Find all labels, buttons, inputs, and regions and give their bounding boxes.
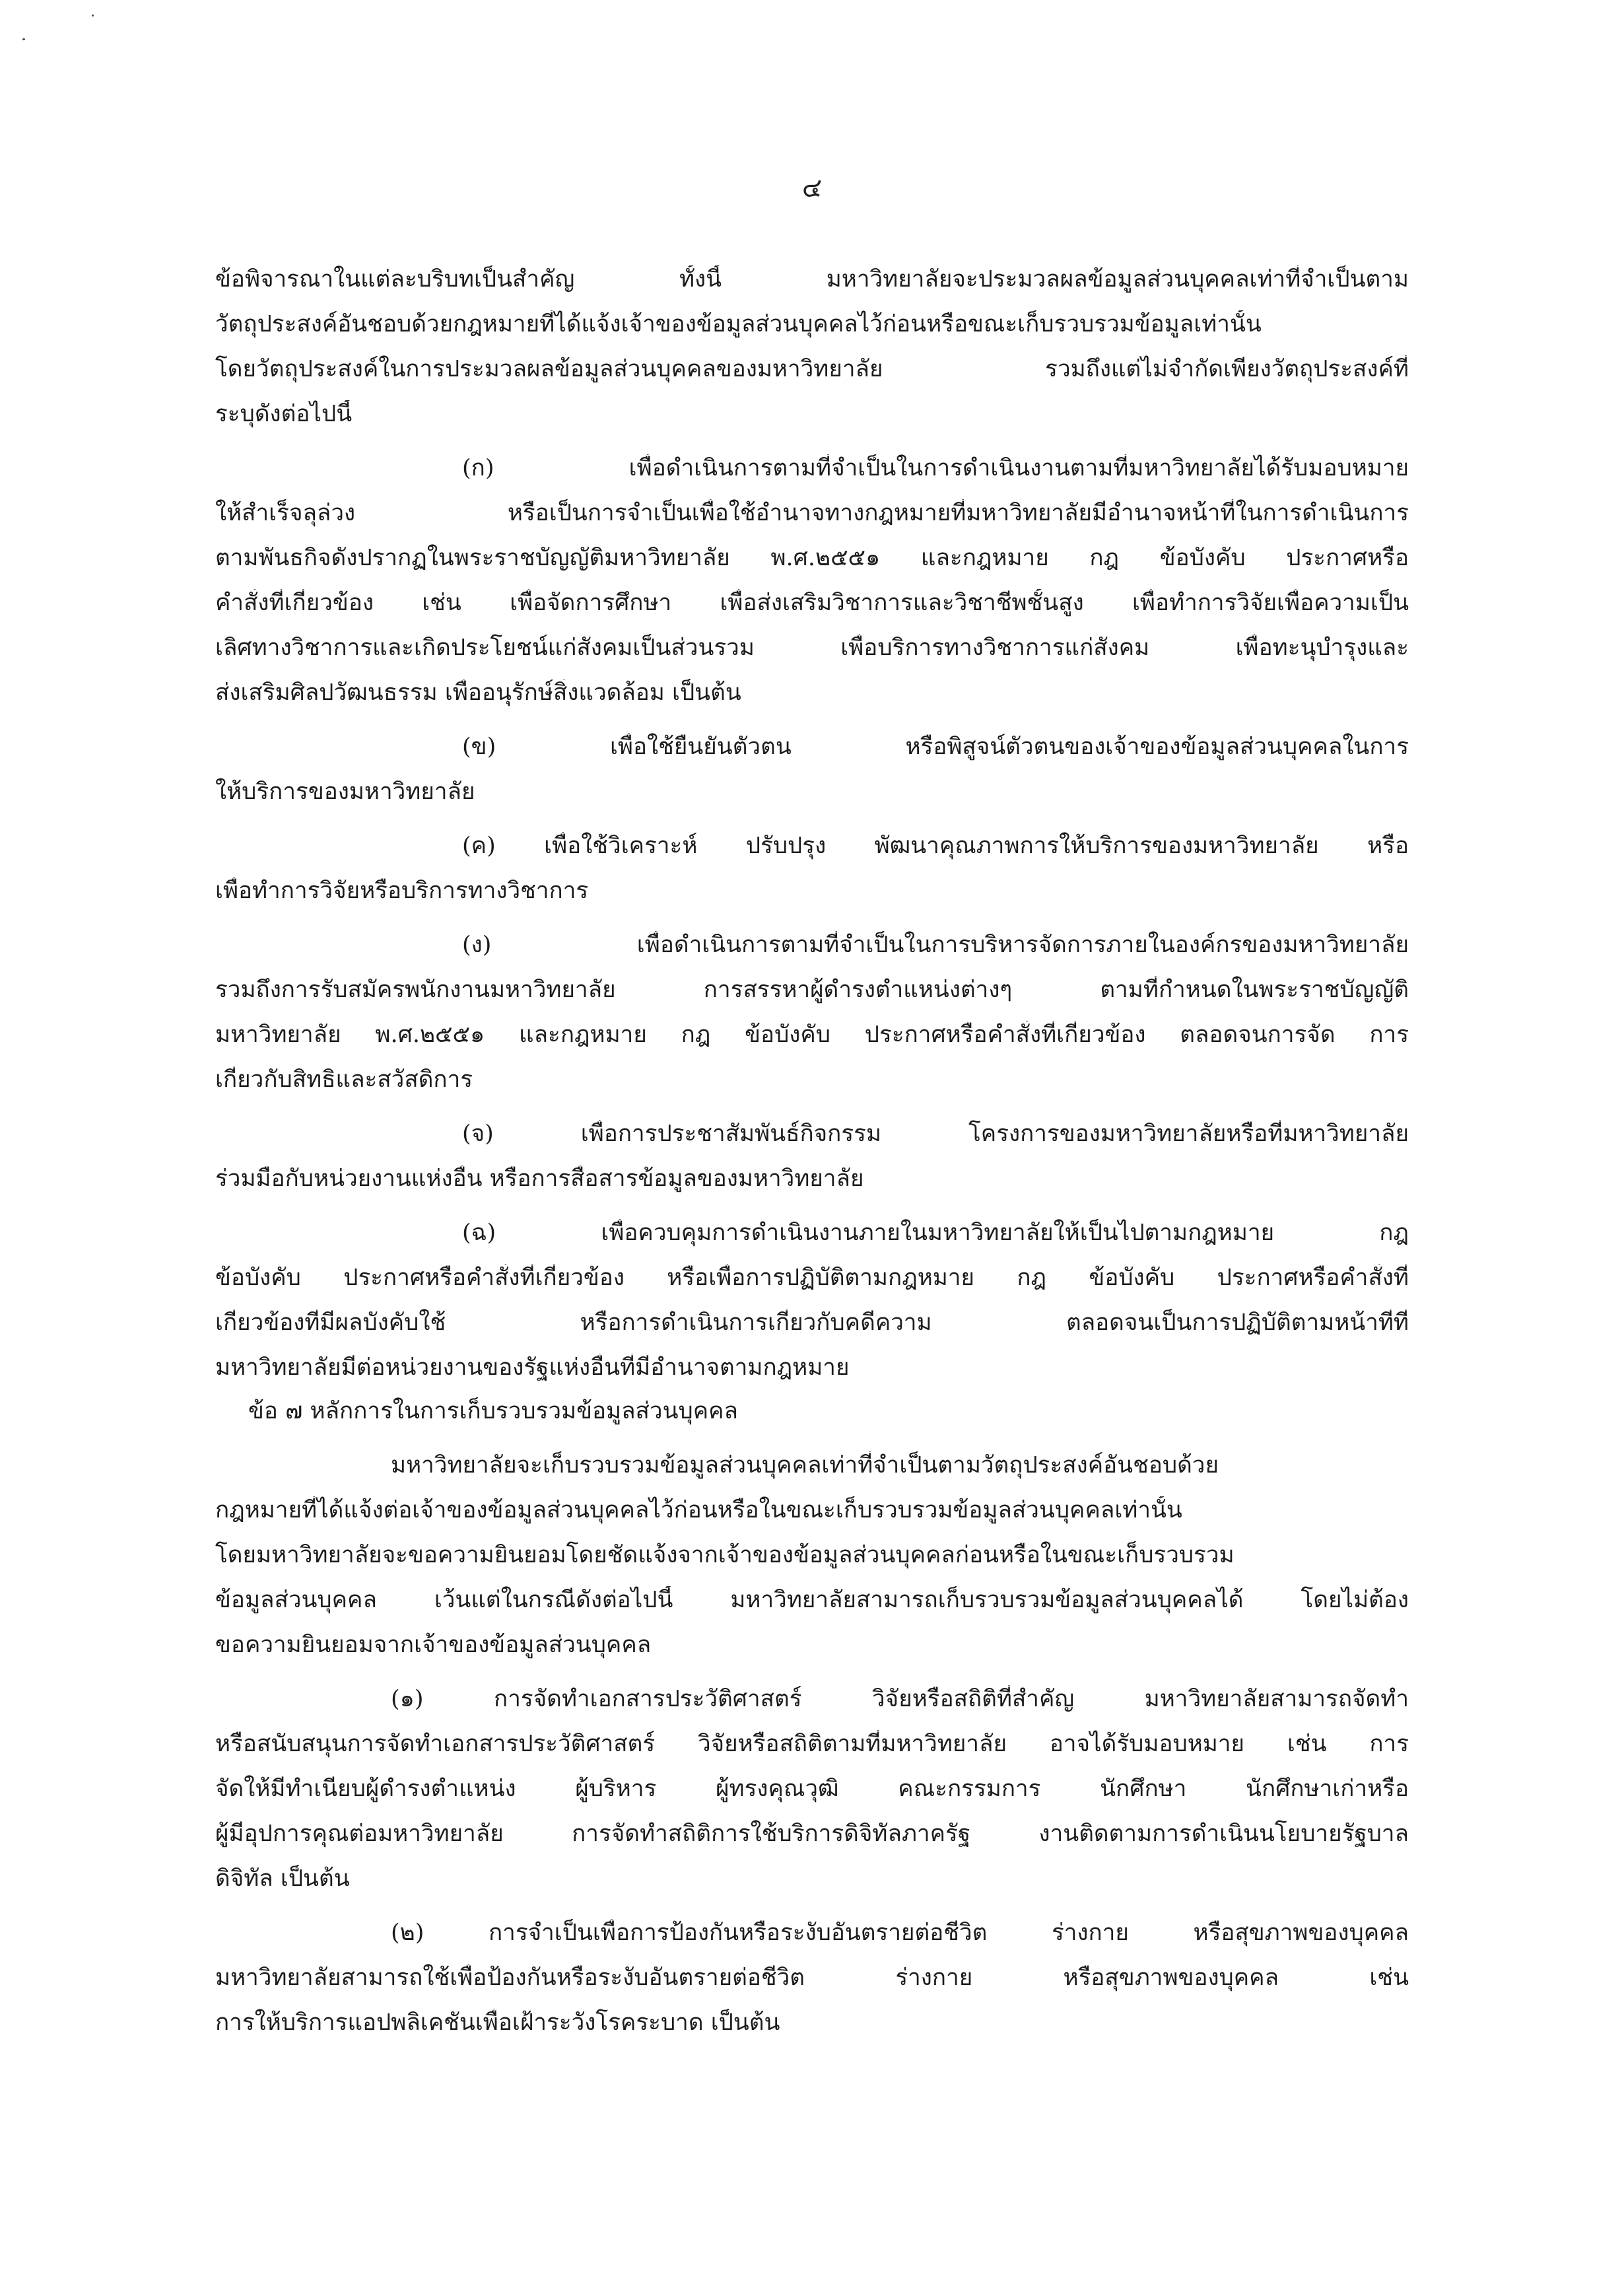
list-item-ko: (ก) เพื่อดำเนินการตามที่จำเป็นในการดำเนินงานตามที่มหาวิทยาลัยได้รับมอบหมาย bbox=[462, 455, 1409, 481]
text-line: ให้สำเร็จลุล่วง หรือเป็นการจำเป็นเพื่อใช้อำนาจทางกฎหมายที่มหาวิทยาลัยมีอำนาจหน้าที่ในการดำเนินการ bbox=[215, 500, 1409, 526]
text-line: เกี่ยวข้องที่มีผลบังคับใช้ หรือการดำเนินการเกี่ยวกับคดีความ ตลอดจนเป็นการปฏิบัติตามหน้าที่ที่ bbox=[215, 1309, 1409, 1336]
text-line: ให้บริการของมหาวิทยาลัย bbox=[215, 779, 475, 805]
text-line: ดิจิทัล เป็นต้น bbox=[215, 1865, 350, 1892]
text-line: การให้บริการแอปพลิเคชันเพื่อเฝ้าระวังโรคระบาด เป็นต้น bbox=[215, 2009, 780, 2036]
list-item-1: (๑) การจัดทำเอกสารประวัติศาสตร์ วิจัยหรือสถิติที่สำคัญ มหาวิทยาลัยสามารถจัดทำ bbox=[391, 1686, 1409, 1712]
list-item-2: (๒) การจำเป็นเพื่อการป้องกันหรือระงับอันตรายต่อชีวิต ร่างกาย หรือสุขภาพของบุคคล bbox=[391, 1920, 1409, 1946]
text-line: เกี่ยวกับสิทธิและสวัสดิการ bbox=[215, 1066, 473, 1093]
section-heading: ข้อ ๗ หลักการในการเก็บรวบรวมข้อมูลส่วนบุคคล bbox=[248, 1398, 738, 1424]
text-line: มหาวิทยาลัยมีต่อหน่วยงานของรัฐแห่งอื่นที่มีอำนาจตามกฎหมาย bbox=[215, 1354, 850, 1381]
text-line: ขอความยินยอมจากเจ้าของข้อมูลส่วนบุคคล bbox=[215, 1632, 652, 1658]
text-line: เลิศทางวิชาการและเกิดประโยชน์แก่สังคมเป็นส่วนรวม เพื่อบริการทางวิชาการแก่สังคม เพื่อทะนุบำรุงและ bbox=[215, 635, 1409, 661]
text-line: เพื่อทำการวิจัยหรือบริการทางวิชาการ bbox=[215, 878, 589, 904]
text-line: โดยมหาวิทยาลัยจะขอความยินยอมโดยชัดแจ้งจากเจ้าของข้อมูลส่วนบุคคลก่อนหรือในขณะเก็บรวบรวม bbox=[215, 1542, 1235, 1568]
text-line: ระบุดังต่อไปนี้ bbox=[215, 401, 353, 427]
text-line: คำสั่งที่เกี่ยวข้อง เช่น เพื่อจัดการศึกษา เพื่อส่งเสริมวิชาการและวิชาชีพชั้นสูง เพื่อทำการวิจัยเพื่อความเป็น bbox=[215, 590, 1409, 616]
text-line: มหาวิทยาลัยจะเก็บรวบรวมข้อมูลส่วนบุคคลเท่าที่จำเป็นตามวัตถุประสงค์อันชอบด้วย bbox=[391, 1452, 1219, 1478]
scan-speck bbox=[22, 38, 25, 40]
text-line: หรือสนับสนุนการจัดทำเอกสารประวัติศาสตร์ วิจัยหรือสถิติตามที่มหาวิทยาลัย อาจได้รับมอบหมาย เช่น การ bbox=[215, 1731, 1409, 1757]
list-item-kho: (ข) เพื่อใช้ยืนยันตัวตน หรือพิสูจน์ตัวตนของเจ้าของข้อมูลส่วนบุคคลในการ bbox=[462, 734, 1409, 760]
list-item-cho: (จ) เพื่อการประชาสัมพันธ์กิจกรรม โครงการของมหาวิทยาลัยหรือที่มหาวิทยาลัย bbox=[462, 1121, 1409, 1147]
text-line: ร่วมมือกับหน่วยงานแห่งอื่น หรือการสื่อสารข้อมูลของมหาวิทยาลัย bbox=[215, 1165, 864, 1192]
page-number: ๔ bbox=[801, 173, 823, 203]
text-line: มหาวิทยาลัยสามารถใช้เพื่อป้องกันหรือระงับอันตรายต่อชีวิต ร่างกาย หรือสุขภาพของบุคคล เช่น bbox=[215, 1965, 1409, 1991]
text-line: จัดให้มีทำเนียบผู้ดำรงตำแหน่ง ผู้บริหาร ผู้ทรงคุณวุฒิ คณะกรรมการ นักศึกษา นักศึกษาเก่าหรือ bbox=[215, 1776, 1409, 1802]
text-line: โดยวัตถุประสงค์ในการประมวลผลข้อมูลส่วนบุคคลของมหาวิทยาลัย รวมถึงแต่ไม่จำกัดเพียงวัตถุประสงค์ที่ bbox=[215, 356, 1409, 382]
text-line: ส่งเสริมศิลปวัฒนธรรม เพื่ออนุรักษ์สิ่งแวดล้อม เป็นต้น bbox=[215, 679, 741, 706]
list-item-chho: (ฉ) เพื่อควบคุมการดำเนินงานภายในมหาวิทยาลัยให้เป็นไปตามกฎหมาย กฎ bbox=[462, 1220, 1409, 1246]
text-line: วัตถุประสงค์อันชอบด้วยกฎหมายที่ได้แจ้งเจ้าของข้อมูลส่วนบุคคลไว้ก่อนหรือขณะเก็บรวบรวมข้อมูลเท่านั้น bbox=[215, 311, 1262, 337]
text-line: มหาวิทยาลัย พ.ศ.๒๕๕๑ และกฎหมาย กฎ ข้อบังคับ ประกาศหรือคำสั่งที่เกี่ยวข้อง ตลอดจนการจัด การ bbox=[215, 1022, 1409, 1048]
text-line: ข้อพิจารณาในแต่ละบริบทเป็นสำคัญ ทั้งนี้ มหาวิทยาลัยจะประมวลผลข้อมูลส่วนบุคคลเท่าที่จำเป็นตาม bbox=[215, 266, 1409, 293]
text-line: ผู้มีอุปการคุณต่อมหาวิทยาลัย การจัดทำสถิติการใช้บริการดิจิทัลภาครัฐ งานติดตามการดำเนินนโยบายรัฐบาล bbox=[215, 1821, 1409, 1847]
scan-speck bbox=[92, 15, 94, 17]
text-line: กฎหมายที่ได้แจ้งต่อเจ้าของข้อมูลส่วนบุคคลไว้ก่อนหรือในขณะเก็บรวบรวมข้อมูลส่วนบุคคลเท่านั้น bbox=[215, 1497, 1182, 1523]
text-line: ข้อมูลส่วนบุคคล เว้นแต่ในกรณีดังต่อไปนี้ มหาวิทยาลัยสามารถเก็บรวบรวมข้อมูลส่วนบุคคลได้ โดยไม่ต้อง bbox=[215, 1587, 1409, 1613]
text-line: ตามพันธกิจดังปรากฏในพระราชบัญญัติมหาวิทยาลัย พ.ศ.๒๕๕๑ และกฎหมาย กฎ ข้อบังคับ ประกาศหรือ bbox=[215, 545, 1409, 571]
text-line: รวมถึงการรับสมัครพนักงานมหาวิทยาลัย การสรรหาผู้ดำรงตำแหน่งต่างๆ ตามที่กำหนดในพระราชบัญญัติ bbox=[215, 977, 1409, 1003]
list-item-ngo: (ง) เพื่อดำเนินการตามที่จำเป็นในการบริหารจัดการภายในองค์กรของมหาวิทยาลัย bbox=[462, 932, 1409, 958]
text-line: ข้อบังคับ ประกาศหรือคำสั่งที่เกี่ยวข้อง หรือเพื่อการปฏิบัติตามกฎหมาย กฎ ข้อบังคับ ประกาศหรือคำสั่งที่ bbox=[215, 1265, 1409, 1291]
list-item-kho-khwai: (ค) เพื่อใช้วิเคราะห์ ปรับปรุง พัฒนาคุณภาพการให้บริการของมหาวิทยาลัย หรือ bbox=[462, 833, 1409, 859]
